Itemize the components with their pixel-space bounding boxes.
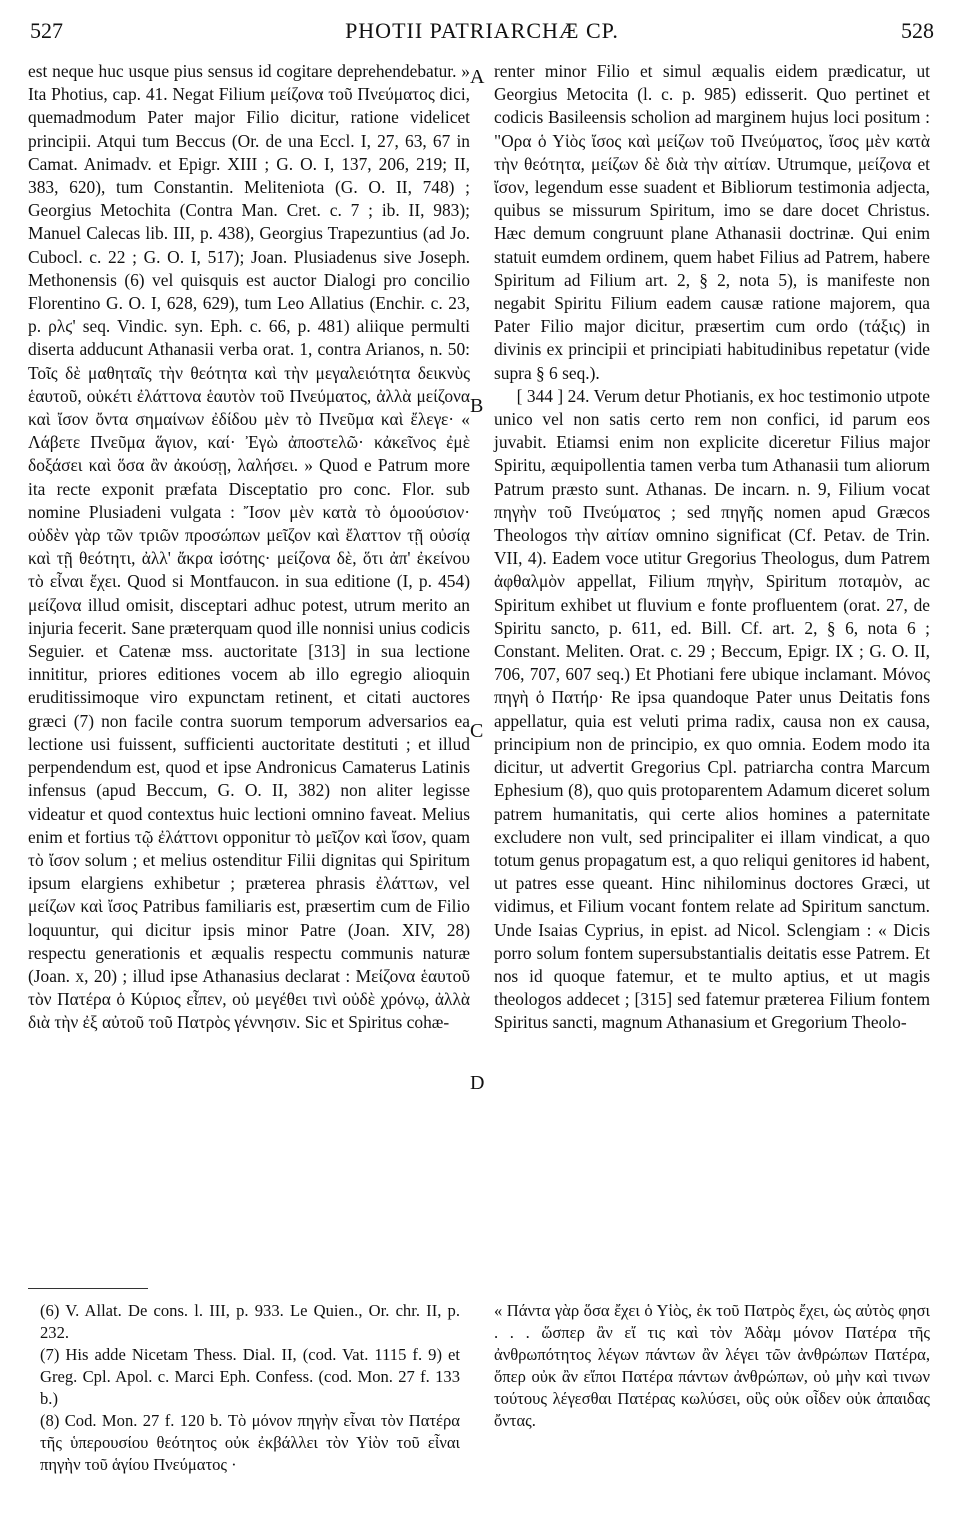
right-paragraph: renter minor Filio et simul æqualis eidem prædicatur, ut Georgius Metocita (l. c. p. 985) edisserit. Quo pertinet et codicis Basileensis scholion ad marginem hujus loci positum : "Ορα ὁ Υἱὸς ἴσος καὶ μείζων τοῦ Πνεύματος, ἴσος μὲν κατὰ τὴν θεότητα, μείζων δὲ διὰ τὴν αἰτίαν. Utrumque, μείζονα et ἴσον, legendum esse suadent et Bibliorum testimonia adjecta, quibus se missurum Spiritum, imo se dare docet Christus. Hæc demum congruunt plane Athanasii doctrinæ. Qui enim statuit eumdem ordinem, quem habet Filius ad Patrem, habere Spiritum ad Filium art. 2, § 2, nota 5), is manifeste non negabit Spiritu Filium eadem causæ ratione majorem, qua Pater Filio major dicitur, præsertim cum ordo (τάξις) in divinis ex principii et principiati habitudinibus repetatur (vide supra § 6 seq.). (494, 61, 930, 383)
margin-letter-b: B (470, 395, 484, 417)
footnotes-left (40, 1300, 460, 1476)
footnote-8-continued: « Πάντα γὰρ ὅσα ἔχει ὁ Υἱὸς, ἐκ τοῦ Πατρὸς ἔχει, ὡς αὐτὸς φησι . . . ὥσπερ ἂν εἴ τις καὶ τὸν Ἀδὰμ μόνον Πατέρα τῆς ἀνθρωπότητος λέγων πάντων ἂν λέγει τῶν ἀνθρώπων Πατέρα, ὅπερ οὐκ ἂν εἴποι Πατέρα πάντων ἀνθρώπων, οὐ μὴν καὶ τινων τούτους λέγεσθαι Πατέρας κωλύσει, οὓς οὐκ οἶδεν οὐκ ἀπαιδας ὄντας. (494, 1301, 930, 1430)
running-title: PHOTII PATRIARCHÆ CP. (345, 18, 619, 43)
margin-letter-d: D (470, 1072, 485, 1094)
footnote-6: (6) V. Allat. De cons. l. III, p. 933. Le Quien., Or. chr. II, p. 232. (40, 1301, 460, 1342)
page-header (0, 18, 964, 48)
right-column (494, 60, 930, 1035)
page-number-left: 527 (30, 18, 63, 43)
left-column (28, 60, 470, 1035)
footnotes-right (494, 1300, 930, 1432)
left-paragraph: est neque huc usque pius sensus id cogitare deprehendebatur. » Ita Photius, cap. 41. Negat Filium μείζονα τοῦ Πνεύματος dici, quemadmodum Pater major Filio dicitur, ratione videlicet principii. Atqui tum Beccus (Or. de una Eccl. I, 27, 63, 67 in Camat. Animadv. et Epigr. XIII ; G. O. I, 137, 206, 219; II, 383, 620), tum Constantin. Meliteniota (G. O. II, 748) ; Georgius Metochita (Contra Man. Cret. c. 7 ; ib. II, 983); Manuel Calecas lib. III, p. 438), Georgius Trapezuntius (ad Jo. Cubocl. c. 22 ; G. O. I, 517); Joan. Plusiadenus sive Joseph. Methonensis (6) vel quisquis est auctor Dialogi pro concilio Florentino G. O. I, 628, 629), tum Leo Allatius (Enchir. c. 23, p. ρλϛ' seq. Vindic. syn. Eph. c. 66, p. 481) aliique permulti diserta adducunt Athanasii verba orat. 1, contra Arianos, n. 50: Τοῖς δὲ μαθηταῖς τὴν θεότητα καὶ τὴν μεγαλειότητα δεικνὺς ἑαυτοῦ, οὐκέτι ἐλάττονα ἑαυτὸν τοῦ Πνεύματος, ἀλλὰ μείζονα καὶ ἴσον ὄντα σημαίνων ἐδίδου μὲν τὸ Πνεῦμα καὶ ἔλεγε· « Λάβετε Πνεῦμα ἅγιον, καί· Ἐγὼ ἀποστελῶ· κἀκεῖνος ἐμὲ δοξάσει καὶ ὅσα ἂν ἀκούσῃ, λαλήσει. » Quod e Patrum more ita recte exponit præfata Disceptatio pro conc. Flor. sub nomine Plusiadeni vulgata : Ἴσον μὲν κατὰ τὸ ὁμοούσιον· οὐδὲν γὰρ τῶν τριῶν προσώπων μεῖζον καὶ ἔλαττον τῇ οὐσίᾳ καὶ τῇ θεότητι, ἀλλ' ἄκρα ἰσότης· μείζονα δὲ, ὅτι ἀπ' ἐκείνου τὸ εἶναι ἔχει. Quod si Montfaucon. in sua editione (I, p. 454) μείζονα illud omisit, disceptari adhuc potest, utrum merito an injuria fecerit. Sane præterquam quod ille nonnisi unius codicis Seguier. et Catenæ mss. auctoritate [313] in sua lectione innititur, priores editiones vocem ab illo egregio alioquin eruditissimoque viro expunctam retinent, et citati auctores græci (7) non facile contra suorum temporum adversarios ea lectione usi fuissent, sufficienti auctoritate destituti ; et illud perpendendum est, quod et ipse Andronicus Camaterus Latinis infensus (apud Beccum, G. O. II, 382) non aliter legisse videatur et quod contextus huic lectioni omnino faveat. Melius enim et fortius τῷ ἐλάττονι opponitur τὸ μεῖζον καὶ ἴσον, quam τὸ ἴσον solum ; et melius ostenditur Filii dignitas qui Spiritum ipsum elargiens exhibetur ; præterea phrasis ἐλάττων, vel μείζων καὶ ἴσος Patribus familiaris est, præsertim cum de Filio loquuntur, qui dicitur ipsis minor Patre (Joan. XIV, 28) respectu generationis et æqualis respectu communis naturæ (Joan. x, 20) ; illud ipse Athanasius declarat : Μείζονα ἑαυτοῦ τὸν Πατέρα ὁ Κύριος εἶπεν, οὐ μεγέθει τινὶ οὐδὲ χρόνῳ, ἀλλὰ διὰ τὴν ἐξ αὐτοῦ τοῦ Πατρὸς γέννησιν. Sic et Spiritus cohæ- (28, 61, 470, 1033)
page-number-right: 528 (901, 18, 934, 43)
footnote-7: (7) His adde Nicetam Thess. Dial. II, (cod. Vat. 1115 f. 9) et Greg. Cpl. Apol. c. Marci Eph. Confess. (cod. Mon. 27 f. 133 b.) (40, 1345, 460, 1408)
margin-letter-a: A (470, 66, 485, 88)
footnote-rule (28, 1288, 148, 1289)
footnote-8: (8) Cod. Mon. 27 f. 120 b. Τὸ μόνον πηγὴν εἶναι τὸν Πατέρα τῆς ὑπερουσίου θεότητος οὐκ ἐκβάλλει τὸν Υἱὸν τοῦ εἶναι πηγὴν τοῦ ἁγίου Πνεύματος · (40, 1411, 460, 1474)
right-paragraph: [ 344 ] 24. Verum detur Photianis, ex hoc testimonio utpote unico vel non satis certo rem non confici, id parum eos juvabit. Etiamsi enim non explicite diceretur Filius major Spiritu, æquipollentia tamen verba tum Athanasii tum aliorum Patrum præsto sunt. Athanas. De incarn. n. 9, Filium vocat πηγὴν τοῦ Πνεύματος ; sed πηγῆς nomen apud Græcos Theologos τὴν αἰτίαν omnino significat (Cf. Petav. de Trin. VII, 4). Eadem voce utitur Gregorius Theologus, dum Patrem ἀφθαλμὸν appellat, Filium πηγὴν, Spiritum ποταμὸν, ac Spiritum exhibet ut fluvium e fonte profluentem (orat. 27, de Spiritu sancto, p. 611, ed. Bill. Cf. art. 2, § 6, nota 6 ; Constant. Meliten. Orat. c. 29 ; Beccum, Epigr. IX ; G. O. II, 706, 707, 607 seq.) Et Photiani fere ubique inclamant. Μόνος πηγὴ ὁ Πατήρ· Re ipsa quandoque Pater unus Deitatis fons appellatur, quia est veluti prima radix, causa non ex causa, principium non de principio, ex quo omnia. Eodem modo ita dicitur, ut advertit Gregorius Cpl. patriarcha contra Marcum Ephesium (8), quo quis protoparentem Adamum diceret solum patrem humanitatis, qui certe alios homines a paternitate excludere non vult, sed principaliter ei illam vindicat, a quo totum genus propagatum est, a quo reliqui genitores id habent, ut patres esse queant. Hinc nihilominus doctores Græci, ut vidimus, et Filium vocant fontem relate ad Spiritum sanctum. Unde Isaias Cyprius, in epist. ad Nicol. Sclengiam : « Dicis porro solum fontem supersubstantialis deitatis esse Patrem. Et nos id quoque fatemur, et te multo aptius, et ut magis theologos addecet ; [315] sed fatemur præterea Filium fontem Spiritus sancti, magnum Athanasium et Gregorium Theolo- (494, 385, 930, 1033)
margin-letter-c: C (470, 720, 484, 742)
